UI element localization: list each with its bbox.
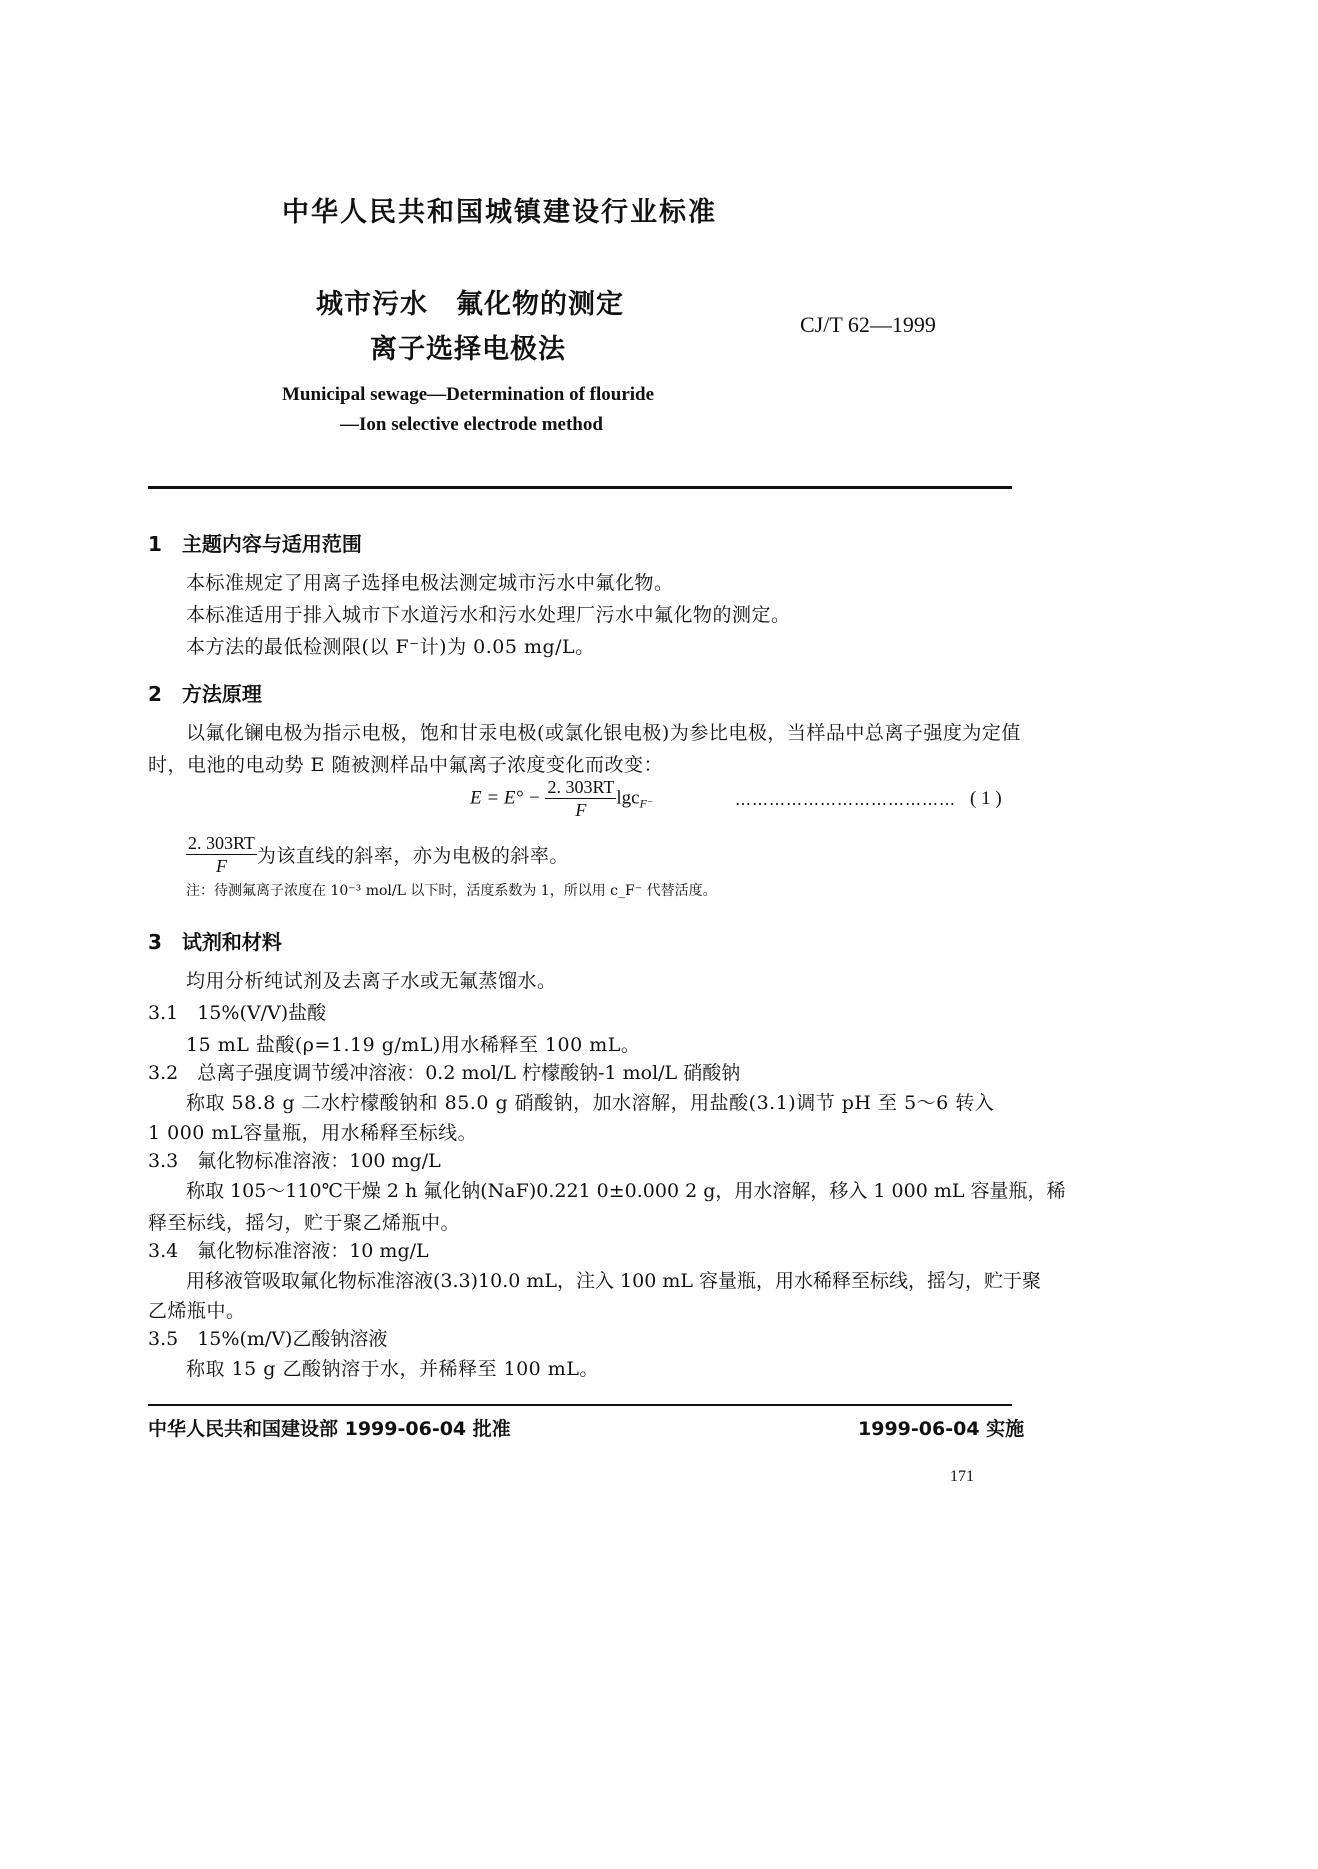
slope-text: 为该直线的斜率，亦为电极的斜率。 — [256, 846, 569, 867]
subsection-3-2-body-line2: 1 000 mL容量瓶，用水稀释至标线。 — [148, 1122, 478, 1144]
section-1-paragraph-3: 本方法的最低检测限(以 F⁻计)为 0.05 mg/L。 — [186, 636, 595, 658]
equation-number: ( 1 ) — [970, 788, 1002, 809]
slope-statement — [186, 832, 569, 877]
section-1-paragraph-1: 本标准规定了用离子选择电极法测定城市污水中氟化物。 — [186, 572, 674, 594]
equation-1 — [470, 776, 653, 821]
subsection-3-2-body-line1: 称取 58.8 g 二水柠檬酸钠和 85.0 g 硝酸钠，加水溶解，用盐酸(3.1)调节 pH 至 5～6 转入 — [186, 1092, 995, 1114]
footer-divider — [148, 1404, 1012, 1406]
page-number: 171 — [950, 1468, 974, 1485]
english-title-line1: Municipal sewage—Determination of flouride — [282, 384, 655, 405]
header-divider — [148, 486, 1012, 489]
section-3-intro: 均用分析纯试剂及去离子水或无氟蒸馏水。 — [186, 970, 557, 992]
issuing-standard-title: 中华人民共和国城镇建设行业标准 — [282, 197, 717, 228]
document-title-line1: 城市污水 氟化物的测定 — [316, 289, 624, 320]
section-2-paragraph-line1: 以氟化镧电极为指示电极，饱和甘汞电极(或氯化银电极)为参比电极，当样品中总离子强度为定值 — [186, 722, 1021, 744]
subsection-3-4-body-line1: 用移液管吸取氟化物标准溶液(3.3)10.0 mL，注入 100 mL 容量瓶，用水稀释至标线，摇匀，贮于聚 — [186, 1270, 1042, 1292]
document-title-line2: 离子选择电极法 — [370, 334, 566, 365]
section-1-paragraph-2: 本标准适用于排入城市下水道污水和污水处理厂污水中氟化物的测定。 — [186, 604, 791, 626]
subsection-3-4-body-line2: 乙烯瓶中。 — [148, 1300, 246, 1322]
subsection-3-4-heading: 3.4 氟化物标准溶液：10 mg/L — [148, 1240, 429, 1262]
section-2-note: 注：待测氟离子浓度在 10⁻³ mol/L 以下时，活度系数为 1，所以用 c_F⁻ 代替活度。 — [186, 883, 717, 899]
slope-fraction — [186, 832, 257, 877]
english-title-line2: —Ion selective electrode method — [340, 414, 603, 435]
subsection-3-1-heading: 3.1 15%(V/V)盐酸 — [148, 1002, 327, 1024]
approval-statement: 中华人民共和国建设部 1999-06-04 批准 — [148, 1418, 511, 1440]
equation-log-subscript: F⁻ — [639, 796, 654, 811]
equation-log-term: lgc — [616, 787, 640, 809]
section-2-heading: 2 方法原理 — [148, 682, 262, 706]
equation-fraction-denominator: F — [575, 800, 587, 820]
equation-fraction — [545, 776, 616, 821]
equation-fraction-numerator: 2. 303RT — [547, 777, 615, 797]
subsection-3-5-body: 称取 15 g 乙酸钠溶于水，并稀释至 100 mL。 — [186, 1358, 599, 1380]
section-2-paragraph-line2: 时，电池的电动势 E 随被测样品中氟离子浓度变化而改变： — [148, 754, 663, 776]
section-1-heading: 1 主题内容与适用范围 — [148, 532, 362, 556]
subsection-3-3-heading: 3.3 氟化物标准溶液：100 mg/L — [148, 1150, 441, 1172]
subsection-3-1-body: 15 mL 盐酸(ρ=1.19 g/mL)用水稀释至 100 mL。 — [186, 1034, 641, 1056]
subsection-3-2-heading: 3.2 总离子强度调节缓冲溶液：0.2 mol/L 柠檬酸钠-1 mol/L 硝酸钠 — [148, 1062, 741, 1084]
slope-fraction-numerator: 2. 303RT — [188, 833, 255, 853]
standard-code: CJ/T 62—1999 — [800, 312, 936, 337]
effective-date: 1999-06-04 实施 — [858, 1418, 1025, 1440]
subsection-3-3-body-line1: 称取 105～110℃干燥 2 h 氟化钠(NaF)0.221 0±0.000 2 g，用水溶解，移入 1 000 mL 容量瓶，稀 — [186, 1180, 1066, 1202]
equation-left: E = E° − — [470, 787, 541, 809]
equation-leader-dots: ………………………………… — [735, 790, 956, 809]
slope-fraction-denominator: F — [215, 856, 227, 876]
subsection-3-5-heading: 3.5 15%(m/V)乙酸钠溶液 — [148, 1328, 388, 1350]
section-3-heading: 3 试剂和材料 — [148, 930, 282, 954]
subsection-3-3-body-line2: 释至标线，摇匀，贮于聚乙烯瓶中。 — [148, 1212, 461, 1234]
